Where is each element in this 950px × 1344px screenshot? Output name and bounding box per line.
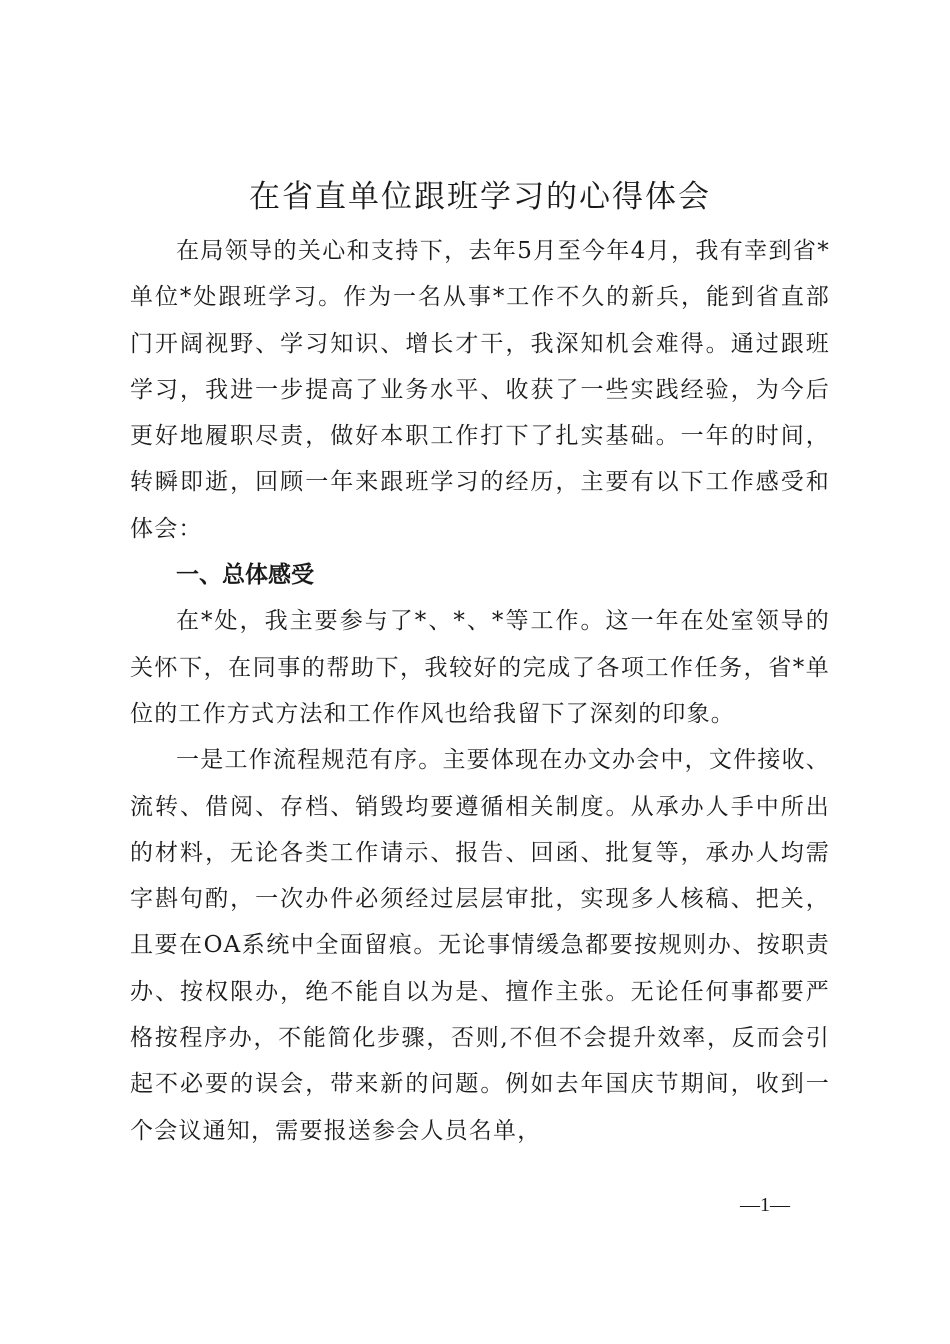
section-heading: 一、总体感受 — [176, 562, 314, 589]
document-title: 在省直单位跟班学习的心得体会 — [249, 179, 711, 215]
section-paragraph: 一是工作流程规范有序。主要体现在办文办会中，文件接收、流转、借阅、存档、销毁均要遵循相关制度。从承办人手中所出的材料，无论各类工作请示、报告、回函、批复等，承办人均需字斟句酌，一次办件必须经过层层审批，实现多人核稿、把关，且要在OA系统中全面留痕。无论事情缓急都要按规则办、按职责办、按权限办，绝不能自以为是、擅作主张。无论任何事都要严格按程序办，不能简化步骤，否则,不但不会提升效率，反而会引起不必要的误会，带来新的问题。例如去年国庆节期间，收到一个会议通知，需要报送参会人员名单， — [130, 747, 830, 1144]
section-paragraph: 在*处，我主要参与了*、*、*等工作。这一年在处室领导的关怀下，在同事的帮助下，我较好的完成了各项工作任务，省*单位的工作方式方法和工作作风也给我留下了深刻的印象。 — [130, 608, 830, 727]
intro-paragraph: 在局领导的关心和支持下，去年5月至今年4月，我有幸到省*单位*处跟班学习。作为一名从事*工作不久的新兵，能到省直部门开阔视野、学习知识、增长才干，我深知机会难得。通过跟班学习，我进一步提高了业务水平、收获了一些实践经验，为今后更好地履职尽责，做好本职工作打下了扎实基础。一年的时间，转瞬即逝，回顾一年来跟班学习的经历，主要有以下工作感受和体会： — [130, 238, 830, 542]
page-number: —1— — [740, 1194, 790, 1216]
document-body — [130, 228, 830, 1154]
